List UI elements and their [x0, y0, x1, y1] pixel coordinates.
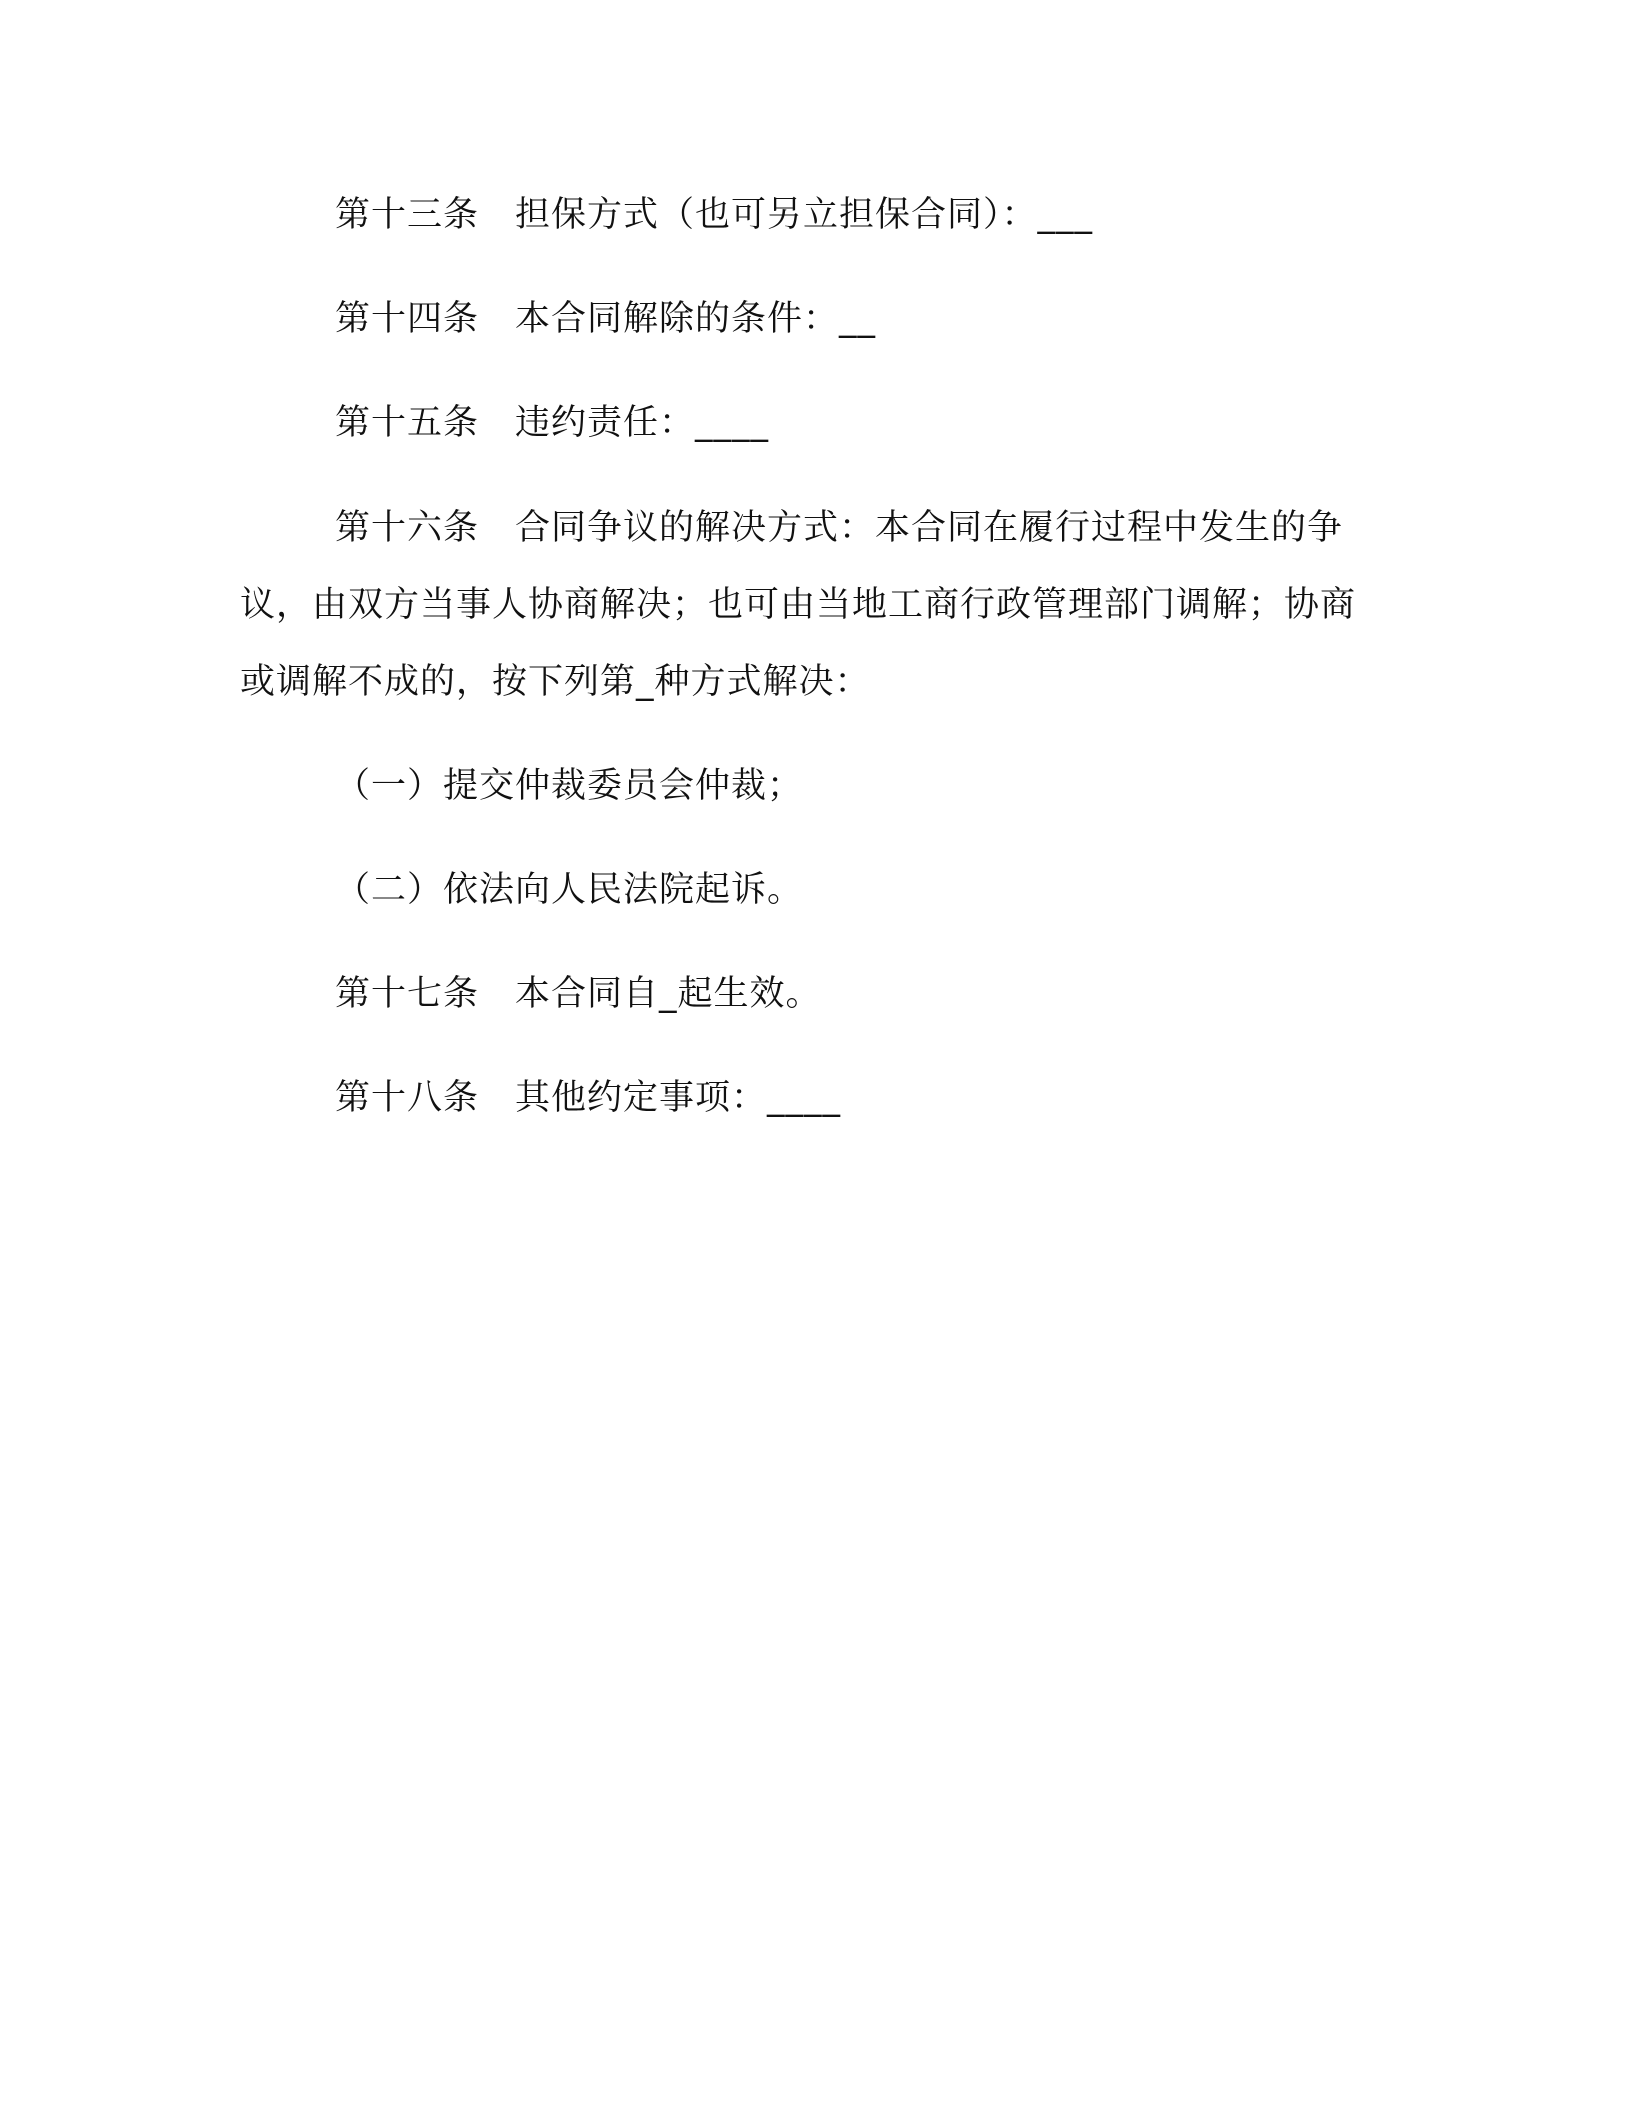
article-13 — [240, 190, 1372, 240]
option-item-1: （一）提交仲裁委员会仲裁； — [335, 766, 804, 806]
option-item-2: （二）依法向人民法院起诉。 — [335, 870, 804, 910]
article-15 — [240, 398, 1372, 448]
document-body — [240, 190, 1372, 1177]
article-text: 合同争议的解决方式：本合同在履行过程中发生的争议，由双方当事人协商解决；也可由当地工商行政管理部门调解；协商或调解不成的，按下列第_种方式解决： — [240, 508, 1357, 702]
article-text: 本合同自_起生效。 — [515, 974, 822, 1014]
article-text: 其他约定事项：____ — [515, 1078, 842, 1118]
article-14 — [240, 294, 1372, 344]
article-16 — [240, 490, 1372, 721]
article-number: 第十六条 — [335, 508, 480, 548]
article-text: 违约责任：____ — [515, 403, 770, 443]
article-18 — [240, 1073, 1372, 1123]
article-17 — [240, 969, 1372, 1019]
article-number: 第十七条 — [335, 974, 480, 1014]
article-number: 第十四条 — [335, 299, 480, 339]
article-text: 本合同解除的条件：__ — [515, 299, 877, 339]
article-number: 第十五条 — [335, 403, 480, 443]
article-number: 第十三条 — [335, 195, 480, 235]
article-number: 第十八条 — [335, 1078, 480, 1118]
article-text: 担保方式（也可另立担保合同）：___ — [515, 195, 1094, 235]
